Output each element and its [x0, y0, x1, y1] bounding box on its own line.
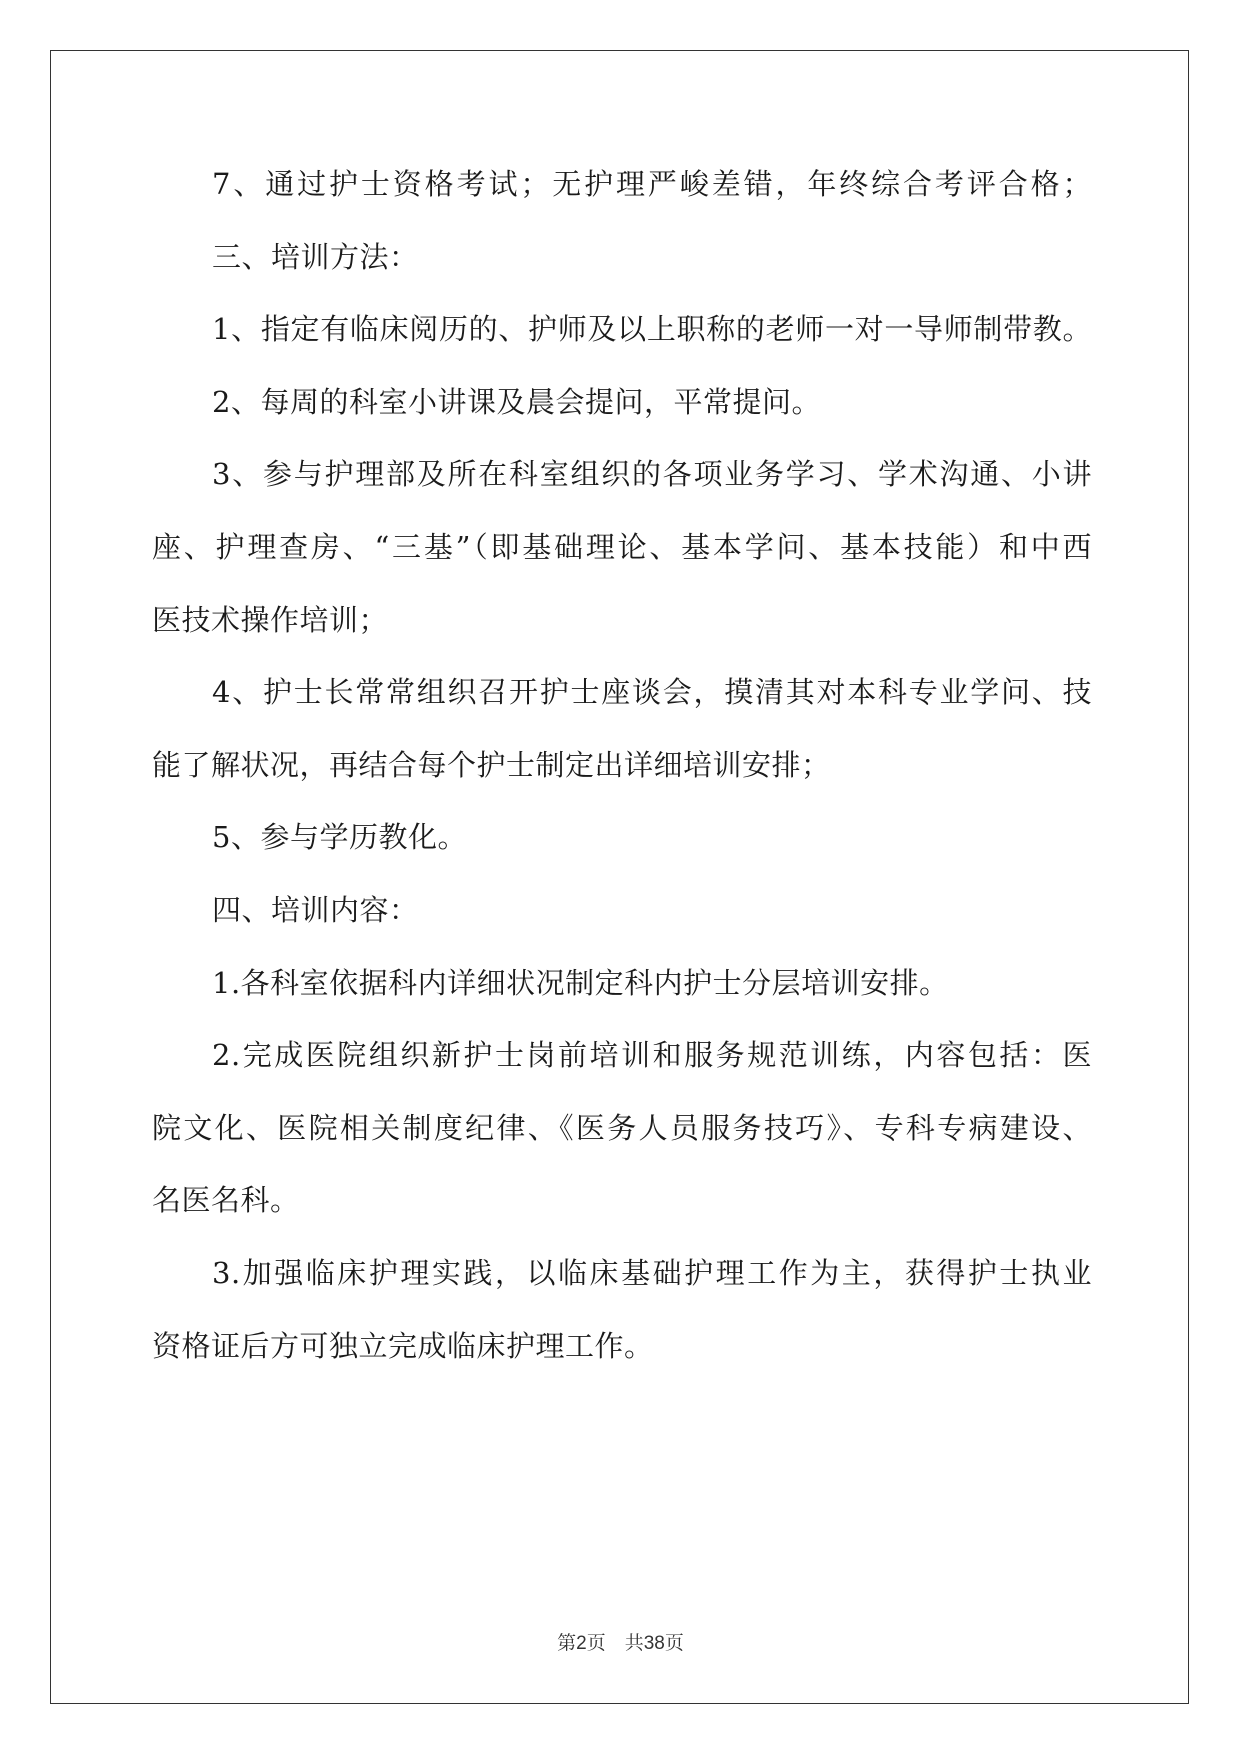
text-line: 医技术操作培训；	[152, 602, 389, 637]
text-line: 四、培训内容：	[212, 893, 419, 927]
text-line: 3、参与护理部及所在科室组织的各项业务学习、学术沟通、小讲	[212, 457, 1092, 492]
text-line: 2.完成医院组织新护士岗前培训和服务规范训练，内容包括：医	[212, 1038, 1092, 1073]
footer-prefix: 第	[557, 1632, 577, 1654]
text-line: 2、每周的科室小讲课及晨会提问，平常提问。	[212, 384, 821, 419]
text-line: 4、护士长常常组织召开护士座谈会，摸清其对本科专业学问、技	[212, 675, 1092, 710]
text-line: 1、指定有临床阅历的、护师及以上职称的老师一对一导师制带教。	[212, 312, 1092, 347]
text-line: 资格证后方可独立完成临床护理工作。	[152, 1328, 654, 1363]
text-line: 座、护理查房、“三基”（即基础理论、基本学问、基本技能）和中西	[152, 530, 1092, 564]
text-line: 院文化、医院相关制度纪律、《医务人员服务技巧》、专科专病建设、	[152, 1110, 1092, 1145]
text-line: 7、通过护士资格考试；无护理严峻差错，年终综合考评合格；	[212, 167, 1092, 201]
footer-mid: 页 共	[586, 1632, 644, 1654]
footer-total-pages: 38	[643, 1633, 665, 1654]
text-line: 能了解状况，再结合每个护士制定出详细培训安排；	[152, 747, 831, 782]
text-line: 5、参与学历教化。	[212, 820, 467, 855]
page-border	[50, 50, 1189, 1704]
text-line: 三、培训方法：	[212, 239, 419, 274]
footer-page-number: 2	[576, 1633, 587, 1654]
text-line: 3.加强临床护理实践，以临床基础护理工作为主，获得护士执业	[212, 1256, 1092, 1290]
text-line: 名医名科。	[152, 1183, 300, 1218]
text-line: 1.各科室依据科内详细状况制定科内护士分层培训安排。	[212, 965, 949, 1000]
footer-suffix: 页	[664, 1632, 684, 1654]
page-footer	[0, 1628, 1241, 1655]
